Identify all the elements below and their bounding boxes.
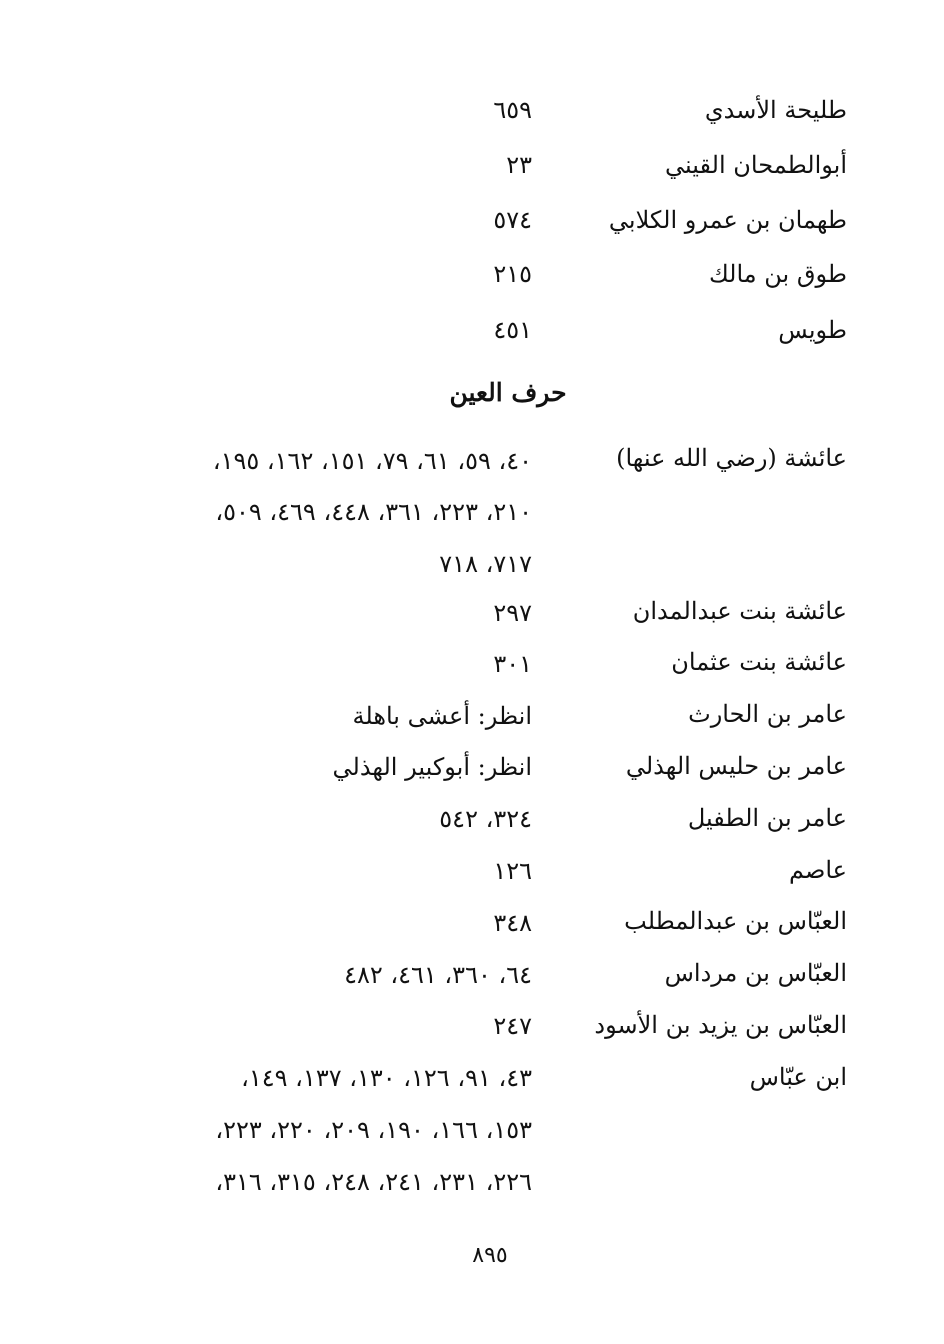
index-entry-name: عاصم bbox=[789, 856, 847, 884]
index-entry-name: عائشة (رضي الله عنها) bbox=[616, 444, 847, 472]
index-entry-pages-continued: ٧١٧، ٧١٨ bbox=[439, 550, 532, 578]
index-entry-pages-continued: ٢٢٦، ٢٣١، ٢٤١، ٢٤٨، ٣١٥، ٣١٦، bbox=[215, 1168, 532, 1196]
index-entry-name: عامر بن الطفيل bbox=[687, 804, 847, 832]
index-entry-pages: ٣٢٤، ٥٤٢ bbox=[439, 805, 532, 833]
index-entry-name: طهمان بن عمرو الكلابي bbox=[608, 206, 847, 234]
index-entry-pages-continued: ١٥٣، ١٦٦، ١٩٠، ٢٠٩، ٢٢٠، ٢٢٣، bbox=[215, 1116, 532, 1144]
section-heading: حرف العين bbox=[449, 378, 567, 407]
index-entry-name: أبوالطمحان القيني bbox=[665, 151, 847, 179]
index-entry-name: عامر بن حليس الهذلي bbox=[625, 752, 847, 780]
index-entry-cross-reference: انظر: أعشى باهلة bbox=[352, 702, 532, 730]
index-entry-pages: ٦٤، ٣٦٠، ٤٦١، ٤٨٢ bbox=[344, 961, 532, 989]
index-entry-pages: ٢٩٧ bbox=[493, 599, 532, 627]
index-entry-pages: ٣٤٨ bbox=[493, 909, 532, 937]
index-entry-pages: ٤٥١ bbox=[493, 316, 532, 344]
index-entry-pages: ٤٣، ٩١، ١٢٦، ١٣٠، ١٣٧، ١٤٩، bbox=[241, 1064, 532, 1092]
index-entry-name: عامر بن الحارث bbox=[688, 700, 847, 728]
index-entry-name: العبّاس بن مرداس bbox=[664, 959, 847, 987]
index-entry-pages-continued: ٢١٠، ٢٢٣، ٣٦١، ٤٤٨، ٤٦٩، ٥٠٩، bbox=[215, 498, 532, 526]
page-number: ٨٩٥ bbox=[472, 1243, 508, 1268]
index-entry-name: ابن عبّاس bbox=[749, 1063, 847, 1091]
index-entry-name: عائشة بنت عثمان bbox=[671, 648, 847, 676]
index-entry-name: طويس bbox=[778, 316, 847, 344]
index-entry-pages: ٣٠١ bbox=[493, 650, 532, 678]
index-entry-pages: ٦٥٩ bbox=[493, 96, 532, 124]
index-entry-name: العبّاس بن يزيد بن الأسود bbox=[594, 1011, 847, 1039]
index-entry-pages: ٤٠، ٥٩، ٦١، ٧٩، ١٥١، ١٦٢، ١٩٥، bbox=[212, 447, 532, 475]
index-entry-pages: ٢٤٧ bbox=[493, 1012, 532, 1040]
index-entry-pages: ٥٧٤ bbox=[493, 206, 532, 234]
index-entry-pages: ٢١٥ bbox=[493, 260, 532, 288]
index-entry-name: عائشة بنت عبدالمدان bbox=[632, 597, 847, 625]
index-entry-pages: ١٢٦ bbox=[493, 857, 532, 885]
index-entry-cross-reference: انظر: أبوكبير الهذلي bbox=[332, 753, 532, 781]
index-entry-pages: ٢٣ bbox=[506, 151, 532, 179]
index-entry-name: طوق بن مالك bbox=[708, 260, 847, 288]
index-entry-name: العبّاس بن عبدالمطلب bbox=[624, 907, 847, 935]
index-entry-name: طليحة الأسدي bbox=[704, 96, 847, 124]
